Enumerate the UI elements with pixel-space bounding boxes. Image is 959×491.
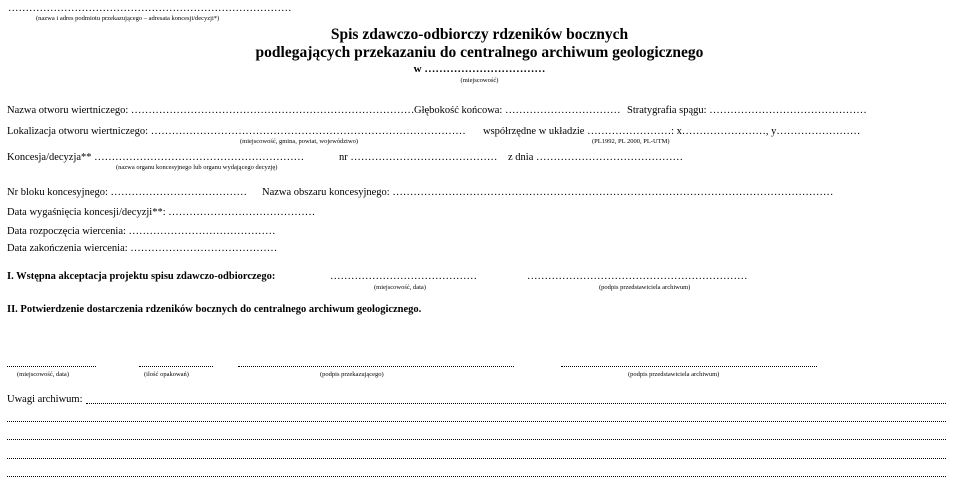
coords-field: współrzędne w układzie ……………………: x……………………, y…………………… [483,126,861,137]
borehole-name-field: Nazwa otworu wiertniczego: ……………………………………………………………………… [7,105,415,116]
concession-caption: (nazwa organu koncesyjnego lub organu wydającego decyzję) [116,164,278,171]
handover-signature-caption: (podpis przekazującego) [320,371,384,378]
archive-signature-caption: (podpis przedstawiciela archiwum) [628,371,720,378]
packages-line [139,366,213,367]
sender-caption: (nazwa i adres podmiotu przekazującego – adresata koncesji/decyzji*) [36,15,220,22]
page-title-line2: podlegających przekazaniu do centralnego archiwum geologicznego [255,44,704,61]
final-depth-field: Głębokość końcowa: …………………………… [414,105,621,116]
place-caption: (miejscowość) [460,77,499,84]
concession-date-field: z dnia …………………………………… [508,152,683,163]
section1-heading: I. Wstępna akceptacja projektu spisu zdawczo-odbiorczego: [7,271,276,282]
place-line: w …………………………… [413,63,546,75]
section1-place-date-caption: (miejscowość, data) [374,284,426,291]
remarks-line-5 [7,476,946,477]
remarks-label: Uwagi archiwum: [7,394,83,405]
packages-caption: (ilość opakowań) [144,371,189,378]
sender-dots: ……………………………………………………………………… [8,3,292,14]
remarks-line-4 [7,458,946,459]
area-name-field: Nazwa obszaru koncesyjnego: ……………………………………………………………………………………………………………… [262,187,834,198]
place-date-caption: (miejscowość, data) [17,371,69,378]
location-caption: (miejscowość, gmina, powiat, województwo) [240,138,359,145]
remarks-line-2 [7,421,946,422]
concession-number-field: nr …………………………………… [339,152,498,163]
drilling-end-field: Data zakończenia wiercenia: …………………………………… [7,243,278,254]
section1-place-date-dots: …………………………………… [330,271,477,282]
coords-caption: (PL1992, PL 2000, PL-UTM) [592,138,670,145]
floor-stratigraphy-field: Stratygrafia spągu: ……………………………………… [627,105,867,116]
archive-signature-line [561,366,817,367]
block-number-field: Nr bloku koncesyjnego: ………………………………… [7,187,248,198]
section1-signature-caption: (podpis przedstawiciela archiwum) [599,284,691,291]
page-title-line1: Spis zdawczo-odbiorczy rdzeników bocznych [330,26,629,43]
concession-field: Koncesja/decyzja** …………………………………………………… [7,152,305,163]
drilling-start-field: Data rozpoczęcia wiercenia: …………………………………… [7,226,276,237]
expiry-date-field: Data wygaśnięcia koncesji/decyzji**: …………………………………… [7,207,316,218]
remarks-line-3 [7,439,946,440]
section1-signature-dots: ……………………………………………………… [527,271,748,282]
section2-heading: II. Potwierdzenie dostarczenia rdzeników bocznych do centralnego archiwum geologicznego. [7,304,422,315]
remarks-line-1 [86,403,946,404]
place-date-line [7,366,96,367]
location-field: Lokalizacja otworu wiertniczego: ……………………………………………………………………………… [7,126,466,137]
handover-signature-line [238,366,514,367]
